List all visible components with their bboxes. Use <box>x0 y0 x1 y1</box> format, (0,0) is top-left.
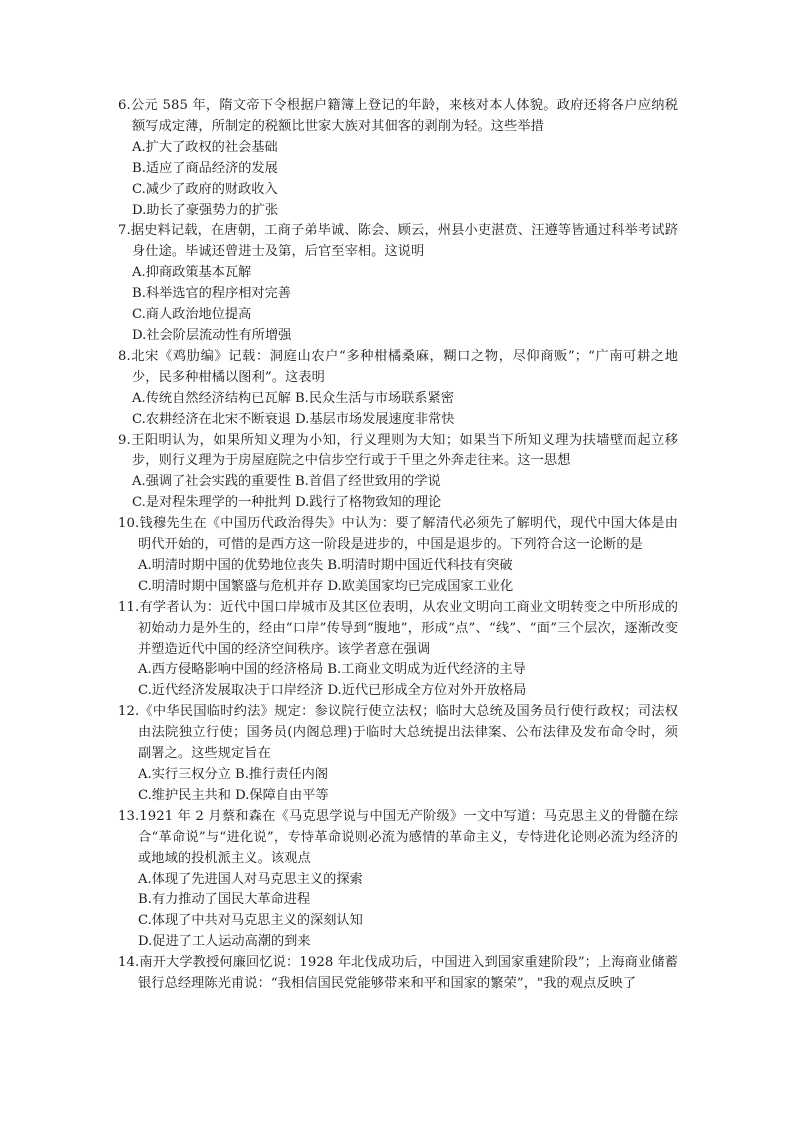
question-stem: 8.北宋《鸡肋编》记载：洞庭山农户“多种柑橘桑麻，糊口之物，尽仰商贩”；“广南可耕之地少，民多种柑橘以图利”。这表明 <box>118 348 678 385</box>
question-7 <box>118 221 678 346</box>
question-stem: 6.公元 585 年，隋文帝下令根据户籍簿上登记的年龄，来核对本人体貌。政府还将各户应纳税额写成定薄，所制定的税额比世家大族对其佃客的剥削为轻。这些举措 <box>118 98 678 134</box>
question-10 <box>118 514 678 598</box>
question-stem: 7.据史料记载，在唐朝，工商子弟毕诚、陈会、顾云，州县小吏湛贲、汪遵等皆通过科举考试跻身仕途。毕诚还曾进士及第，后官至宰相。这说明 <box>118 223 678 260</box>
option-d: D.促进了工人运动高潮的到来 <box>138 934 311 950</box>
question-14 <box>118 953 678 995</box>
exam-page <box>118 96 678 995</box>
option-row-ab: A.实行三权分立 B.推行责任内阁 <box>138 767 329 782</box>
option-a: A.体现了先进国人对马克思主义的探索 <box>138 871 363 887</box>
option-row-ab: A.传统自然经济结构已瓦解 B.民众生活与市场联系紧密 <box>132 390 454 406</box>
question-stem: 12.《中华民国临时约法》规定：参议院行使立法权；临时大总统及国务员行使行政权；司法权由法院独立行使；国务员(内阁总理)于临时大总统提出法律案、公布法律及发布命令时，须副署之。这些规定旨在 <box>118 704 678 762</box>
option-a: A.抑商政策基本瓦解 <box>132 265 252 281</box>
option-c: C.商人政治地位提高 <box>132 307 252 323</box>
option-a: A.扩大了政权的社会基础 <box>132 139 278 155</box>
option-c: C.体现了中共对马克思主义的深刻认知 <box>138 913 363 929</box>
option-b: B.有力推动了国民大革命进程 <box>138 892 311 908</box>
option-b: B.科举选官的程序相对完善 <box>132 286 291 302</box>
option-row-ab: A.强调了社会实践的重要性 B.首倡了经世致用的学说 <box>132 474 441 490</box>
question-6 <box>118 96 678 221</box>
question-stem: 13.1921 年 2 月蔡和森在《马克思学说与中国无产阶级》一文中写道：马克思主义的骨髓在综合“革命说”与“进化说”，专恃革命说则必流为感情的革命主义，专恃进化论则必流为经济的或地域的投机派主义。该观点 <box>118 808 678 866</box>
option-d: D.助长了豪强势力的扩张 <box>132 202 279 218</box>
question-stem: 9.王阳明认为，如果所知义理为小知，行义理则为大知；如果当下所知义理为扶墙壁而起立移步，则行义理为于房屋庭院之中信步空行或于千里之外奔走往来。这一思想 <box>118 432 678 469</box>
question-12 <box>118 702 678 807</box>
question-9 <box>118 431 678 515</box>
question-11 <box>118 598 678 703</box>
option-row-cd: C.近代经济发展取决于口岸经济 D.近代已形成全方位对外开放格局 <box>138 683 527 699</box>
option-row-cd: C.明清时期中国繁盛与危机并存 D.欧美国家均已完成国家工业化 <box>138 578 514 594</box>
question-stem: 10.钱穆先生在《中国历代政治得失》中认为：要了解清代必须先了解明代，现代中国大体是由明代开始的，可惜的是西方这一阶段是进步的，中国是退步的。下列符合这一论断的是 <box>118 516 678 553</box>
option-c: C.减少了政府的财政收入 <box>132 181 278 197</box>
option-row-cd: C.是对程朱理学的一种批判 D.践行了格物致知的理论 <box>132 495 442 511</box>
question-stem: 11.有学者认为：近代中国口岸城市及其区位表明，从农业文明向工商业文明转变之中所形成的初始动力是外生的，经由“口岸”传导到“腹地”，形成“点”、“线”、“面”三个层次，逐渐改变并塑造近代中国的经济空间秩序。该学者意在强调 <box>118 599 678 657</box>
option-row-ab: A.明清时期中国的优势地位丧失 B.明清时期中国近代科技有突破 <box>138 557 513 573</box>
question-8 <box>118 347 678 431</box>
question-13 <box>118 807 678 953</box>
option-b: B.适应了商品经济的发展 <box>132 160 278 176</box>
option-row-cd: C.农耕经济在北宋不断衰退 D.基层市场发展速度非常快 <box>132 411 455 427</box>
option-d: D.社会阶层流动性有所增强 <box>132 327 292 343</box>
option-row-cd: C.维护民主共和 D.保障自由平等 <box>138 787 329 803</box>
question-stem: 14.南开大学教授何廉回忆说：1928 年北伐成功后，中国进入到国家重建阶段”；上海商业储蓄银行总经理陈光甫说：“我相信国民党能够带来和平和国家的繁荣”，"我的观点反映了 <box>118 955 678 992</box>
option-row-ab: A.西方侵略影响中国的经济格局 B.工商业文明成为近代经济的主导 <box>138 662 526 678</box>
